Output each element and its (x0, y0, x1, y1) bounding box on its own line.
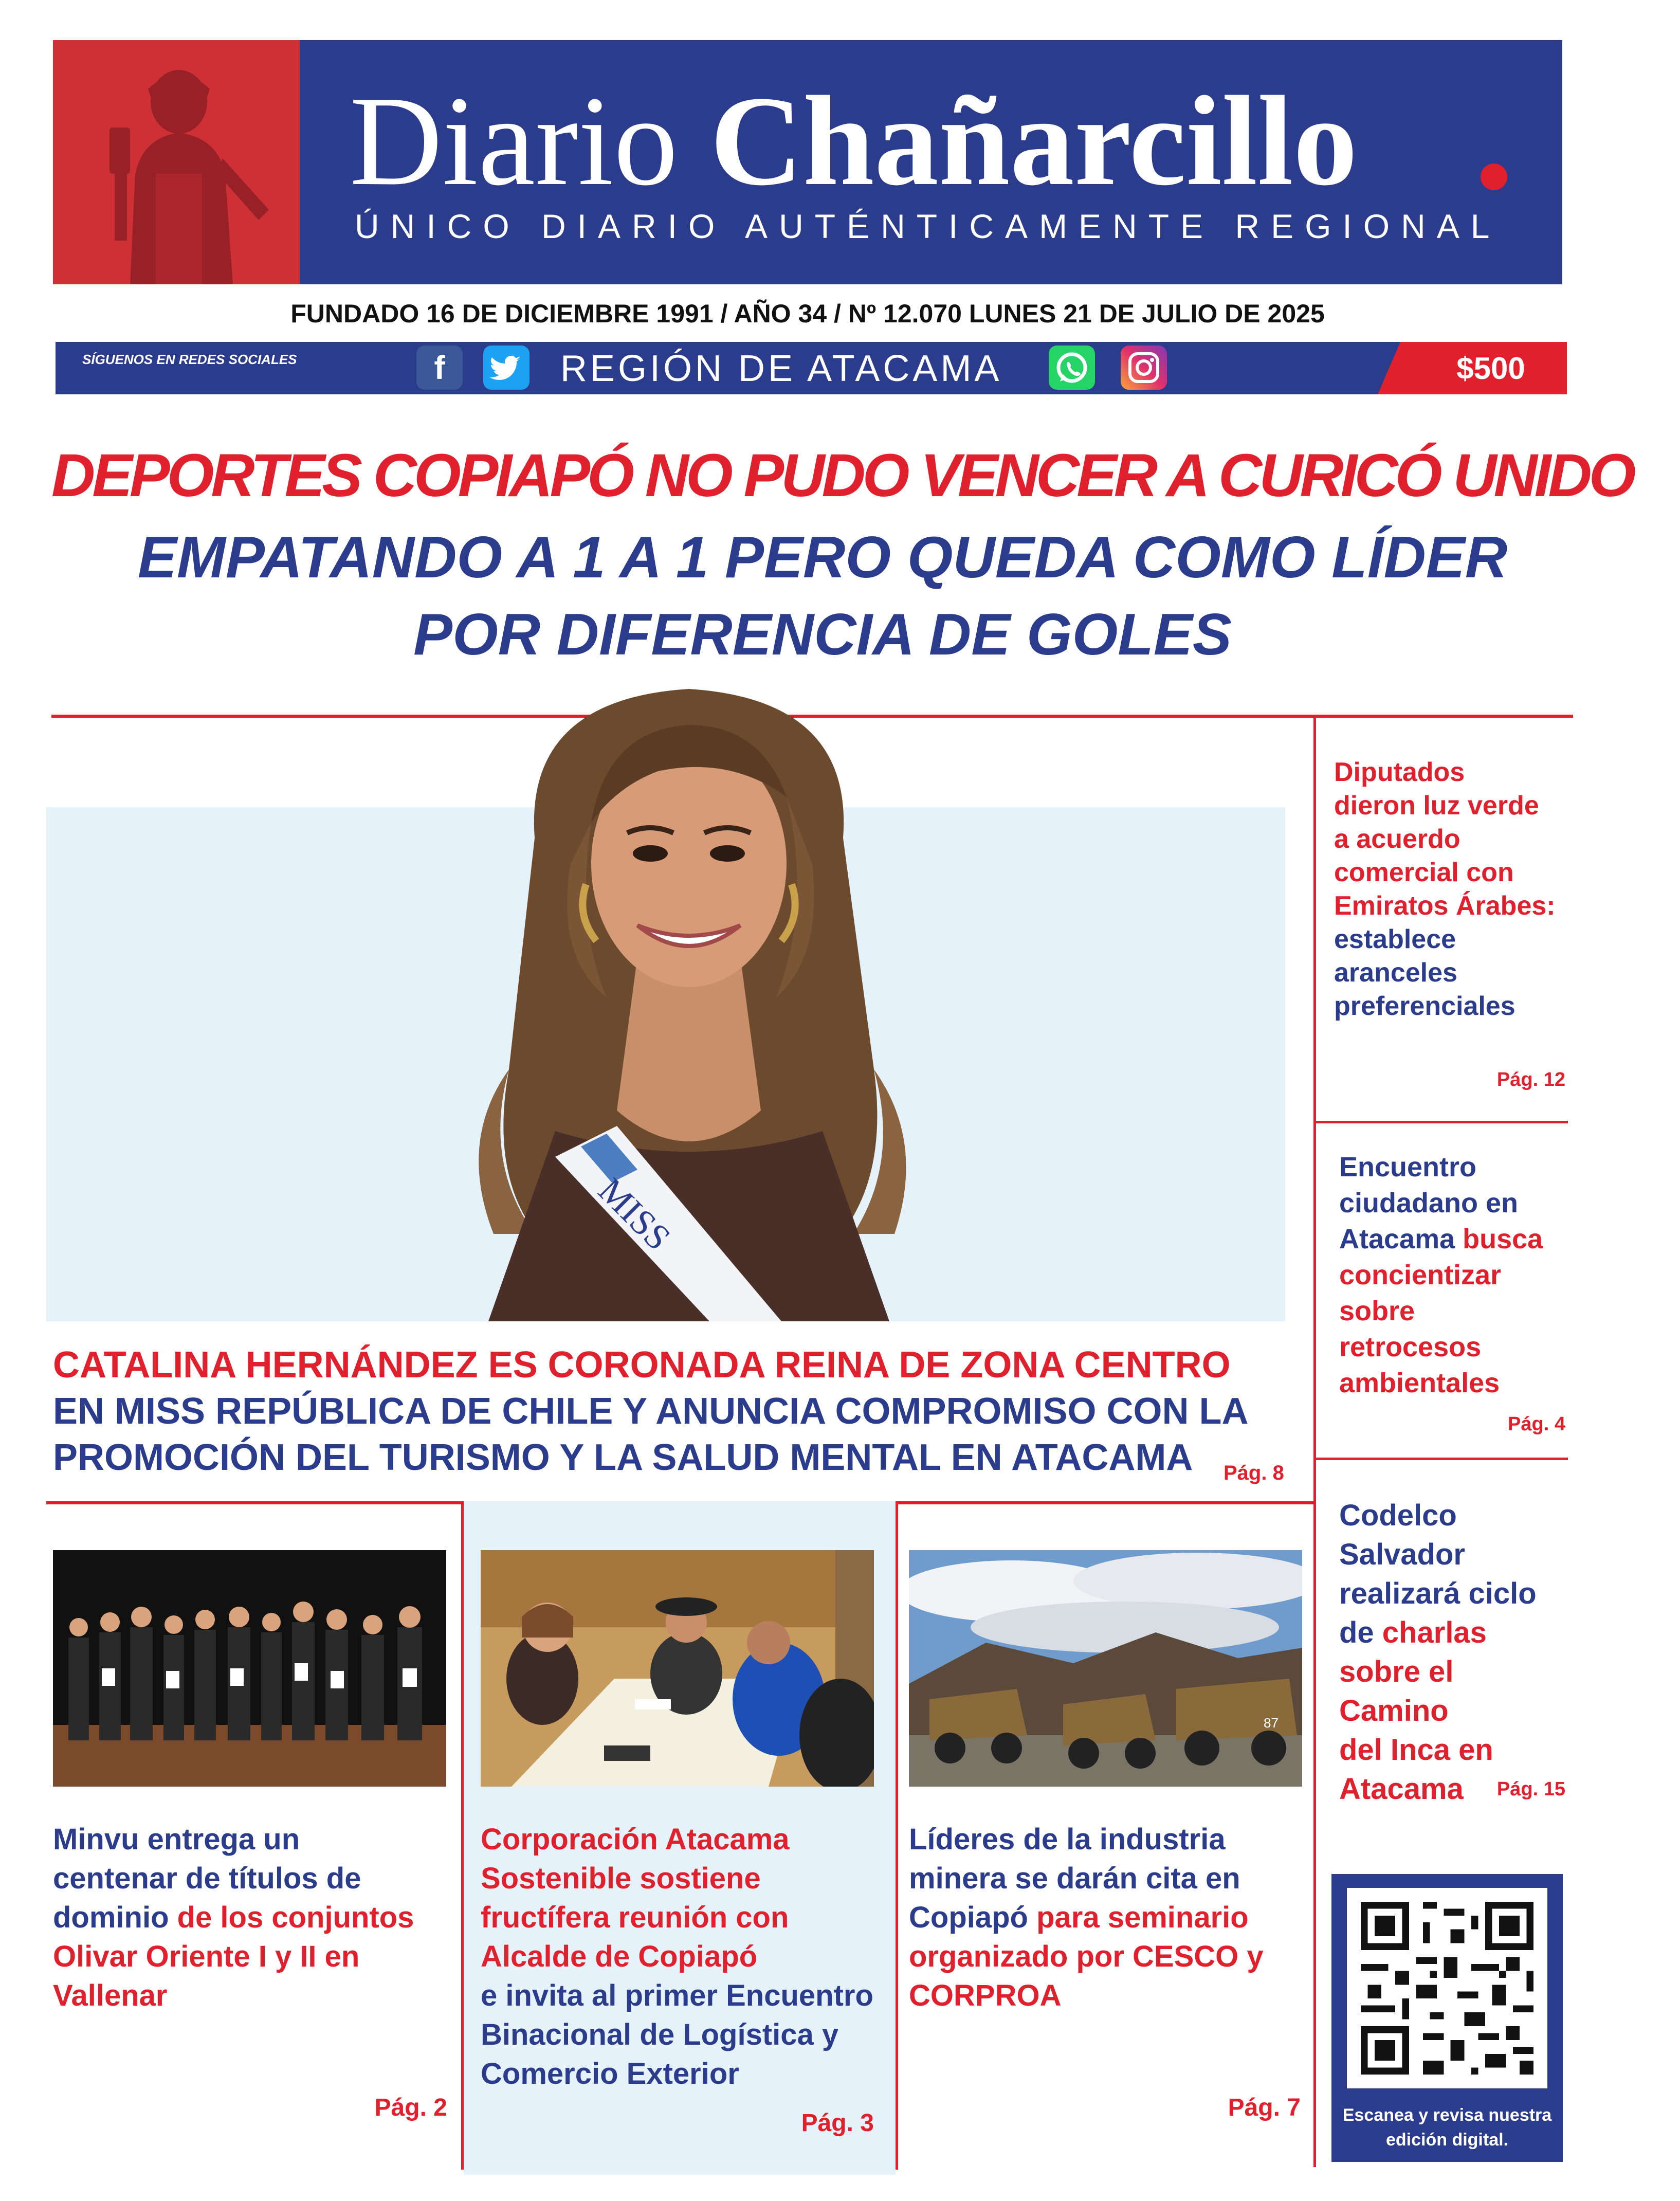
masthead-statue-photo (53, 40, 300, 284)
mining-trucks-illustration (909, 1550, 1302, 1787)
sidebar-story-encuentro[interactable] (1339, 1149, 1565, 1401)
sidebar1-line: Emiratos Árabes: (1334, 891, 1556, 921)
masthead-tagline: ÚNICO DIARIO AUTÉNTICAMENTE REGIONAL (355, 207, 1501, 245)
sidebar2-line: retrocesos (1339, 1332, 1482, 1362)
sidebar-story-emiratos[interactable] (1334, 756, 1560, 1023)
sash-text: MISS (590, 1170, 678, 1258)
story3-headline[interactable] (909, 1820, 1315, 2015)
sidebar3-line: realizará ciclo (1339, 1577, 1537, 1610)
miner-statue-icon (53, 40, 300, 284)
sidebar1-line: comercial con (1334, 858, 1514, 887)
story1-line: Vallenar (53, 1979, 168, 2012)
price-label: $500 (1456, 351, 1525, 386)
story2-headline[interactable] (481, 1820, 892, 2094)
sidebar-story-codelco[interactable] (1339, 1496, 1565, 1809)
truck-number: 87 (1264, 1715, 1279, 1731)
story3-photo-mining-trucks[interactable] (909, 1550, 1302, 1787)
story2-line: e invita al primer Encuentro (481, 1979, 873, 2012)
newspaper-title (350, 70, 1553, 212)
sidebar1-line: preferenciales (1334, 991, 1515, 1021)
sidebar2-line: sobre (1339, 1296, 1415, 1326)
qr-code-icon (1347, 1888, 1547, 2088)
story2-line: Sostenible sostiene (481, 1862, 761, 1895)
title-part-diario: Diario (350, 70, 678, 212)
story3-page-ref: Pág. 7 (1228, 2094, 1301, 2121)
feature-page-ref: Pág. 8 (1224, 1462, 1284, 1484)
feature-photo-miss[interactable] (267, 668, 1110, 1321)
story1-page-ref: Pág. 2 (374, 2094, 447, 2121)
story-divider-2 (896, 1501, 898, 2170)
sidebar3-line: Salvador (1339, 1538, 1465, 1571)
main-headline-line2[interactable]: EMPATANDO A 1 A 1 PERO QUEDA COMO LÍDER (137, 525, 1508, 590)
edition-info: FUNDADO 16 DE DICIEMBRE 1991 / AÑO 34 / Nº 12.070 LUNES 21 DE JULIO DE 2025 (290, 299, 1325, 328)
sidebar3-word: charlas (1374, 1616, 1487, 1649)
story1-line: Minvu entrega un (53, 1823, 300, 1856)
story3-line: minera se darán cita en (909, 1862, 1240, 1895)
facebook-icon[interactable]: f (416, 345, 463, 390)
sidebar2-word: Atacama (1339, 1224, 1455, 1254)
qr-caption (1337, 2103, 1558, 2154)
story2-line: Comercio Exterior (481, 2057, 739, 2090)
sidebar2-page-ref: Pág. 4 (1508, 1413, 1565, 1435)
social-follow-label: SÍGUENOS EN REDES SOCIALES (82, 352, 297, 367)
whatsapp-icon[interactable] (1049, 345, 1095, 390)
feature-title-line3[interactable]: PROMOCIÓN DEL TURISMO Y LA SALUD MENTAL EN ATACAMA (53, 1437, 1193, 1478)
story1-word: dominio (53, 1901, 169, 1934)
portrait-illustration (267, 668, 1110, 1321)
sidebar2-line: Encuentro (1339, 1152, 1477, 1183)
sidebar3-word: de (1339, 1616, 1374, 1649)
main-headline-line1[interactable]: DEPORTES COPIAPÓ NO PUDO VENCER A CURICÓ UNIDO (51, 442, 1633, 510)
meeting-photo-illustration (481, 1550, 874, 1787)
story2-line: Alcalde de Copiapó (481, 1940, 758, 1973)
sidebar1-line: aranceles (1334, 958, 1457, 988)
region-label: REGIÓN DE ATACAMA (560, 348, 1002, 389)
story1-line: centenar de títulos de (53, 1862, 361, 1895)
story1-photo-group[interactable] (53, 1550, 446, 1787)
instagram-icon[interactable] (1121, 345, 1167, 390)
story2-line: fructífera reunión con (481, 1901, 789, 1934)
qr-caption-line2: edición digital. (1385, 2130, 1509, 2150)
sidebar3-line: del Inca en (1339, 1733, 1493, 1767)
story2-line: Binacional de Logística y (481, 2018, 839, 2051)
story3-word: para seminario (1028, 1901, 1249, 1934)
sidebar2-word: busca (1455, 1224, 1543, 1254)
sidebar-divider-1 (1316, 1121, 1568, 1123)
sidebar1-line: a acuerdo (1334, 824, 1460, 854)
story1-headline[interactable] (53, 1820, 459, 2015)
story2-photo-meeting[interactable] (481, 1550, 874, 1787)
sidebar3-page-ref: Pág. 15 (1496, 1778, 1565, 1800)
story3-line: organizado por CESCO y (909, 1940, 1264, 1973)
story2-page-ref: Pág. 3 (801, 2109, 874, 2137)
sidebar1-line: Diputados (1334, 757, 1465, 787)
twitter-icon[interactable] (483, 345, 529, 390)
sidebar1-page-ref: Pág. 12 (1496, 1069, 1565, 1090)
sidebar2-line: concientizar (1339, 1260, 1502, 1290)
main-headline-line3[interactable]: POR DIFERENCIA DE GOLES (413, 602, 1232, 667)
sidebar1-line: dieron luz verde (1334, 791, 1539, 821)
story3-line: Líderes de la industria (909, 1823, 1226, 1856)
story2-line: Corporación Atacama (481, 1823, 790, 1856)
sidebar2-line: ciudadano en (1339, 1188, 1519, 1218)
sidebar2-line: ambientales (1339, 1368, 1500, 1398)
sidebar3-line: sobre el Camino (1339, 1655, 1454, 1727)
qr-caption-line1: Escanea y revisa nuestra (1342, 2105, 1552, 2125)
feature-title-line1[interactable]: CATALINA HERNÁNDEZ ES CORONADA REINA DE ZONA CENTRO (53, 1344, 1231, 1386)
sidebar1-line: establece (1334, 924, 1456, 954)
story1-word: de los conjuntos (169, 1901, 414, 1934)
story3-word: Copiapó (909, 1901, 1028, 1934)
feature-title-line2[interactable]: EN MISS REPÚBLICA DE CHILE Y ANUNCIA COMPROMISO CON LA (53, 1391, 1249, 1432)
sidebar-divider-2 (1316, 1458, 1568, 1460)
story3-line: CORPROA (909, 1979, 1062, 2012)
title-part-chanarcillo: Chañarcillo (710, 70, 1358, 212)
qr-code[interactable] (1347, 1888, 1547, 2088)
title-red-dot (1481, 163, 1507, 190)
group-photo-illustration (53, 1550, 446, 1787)
sidebar3-line: Atacama (1339, 1772, 1464, 1806)
sidebar3-line: Codelco (1339, 1499, 1457, 1532)
story1-line: Olivar Oriente I y II en (53, 1940, 360, 1973)
